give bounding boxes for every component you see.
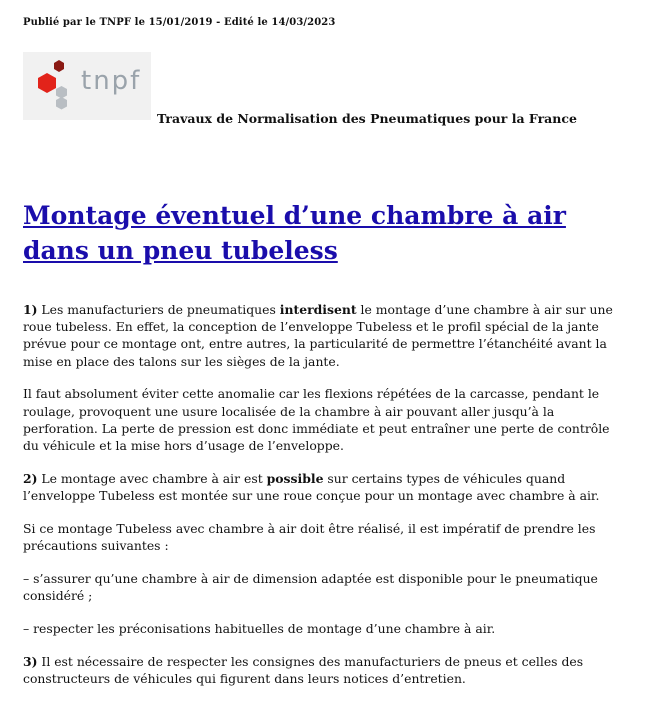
bullet-2: – respecter les préconisations habituelles de montage d’une chambre à air. [23, 620, 496, 636]
paragraph-5: 3) Il est nécessaire de respecter les consignes des manufacturiers de pneus et celles des constructeurs de véhicules qui figurent dans leurs notices d’entretien. [23, 653, 584, 686]
page-title[interactable]: Montage éventuel d’une chambre à air dans un pneu tubeless [23, 201, 566, 265]
paragraph-4: Si ce montage Tubeless avec chambre à air doit être réalisé, il est impératif de prendre les précautions suivantes : [23, 520, 596, 554]
hexagon-logo-icon [23, 52, 83, 120]
publication-date: Publié par le TNPF le 15/01/2019 - Edité le 14/03/2023 [23, 17, 336, 28]
emphasis: interdisent [279, 302, 357, 317]
section-number: 1) [23, 302, 38, 317]
document-body [23, 301, 623, 703]
paragraph-2: Il faut absolument éviter cette anomalie car les flexions répétées de la carcasse, pendant le roulage, provoquent une usure localisée de la chambre à air pouvant aller jusqu’à la perforation. La perte de pression est donc immédiate et peut entraîner une perte de contrôle du véhicule et la mise hors d’usage de l’enveloppe. [23, 386, 610, 454]
emphasis: possible [266, 470, 324, 486]
logo-text: tnpf [81, 66, 142, 96]
section-number: 2) [23, 470, 38, 486]
tnpf-logo [23, 52, 151, 120]
bullet-1: – s’assurer qu’une chambre à air de dimension adaptée est disponible pour le pneumatique considéré ; [23, 570, 598, 604]
section-number: 3) [23, 653, 38, 669]
organization-name: Travaux de Normalisation des Pneumatiques pour la France [157, 111, 577, 126]
paragraph-1: 1) Les manufacturiers de pneumatiques interdisent le montage d’une chambre à air sur une roue tubeless. En effet, la conception de l’enveloppe Tubeless et le profil spécial de la jante prévue pour ce montage ont, entre autres, la particularité de permettre l’étanchéité avant la mise en place des talons sur les sièges de la jante. [23, 302, 613, 369]
paragraph-3: 2) Le montage avec chambre à air est possible sur certains types de véhicules quand l’enveloppe Tubeless est montée sur une roue conçue pour un montage avec chambre à air. [23, 470, 600, 504]
